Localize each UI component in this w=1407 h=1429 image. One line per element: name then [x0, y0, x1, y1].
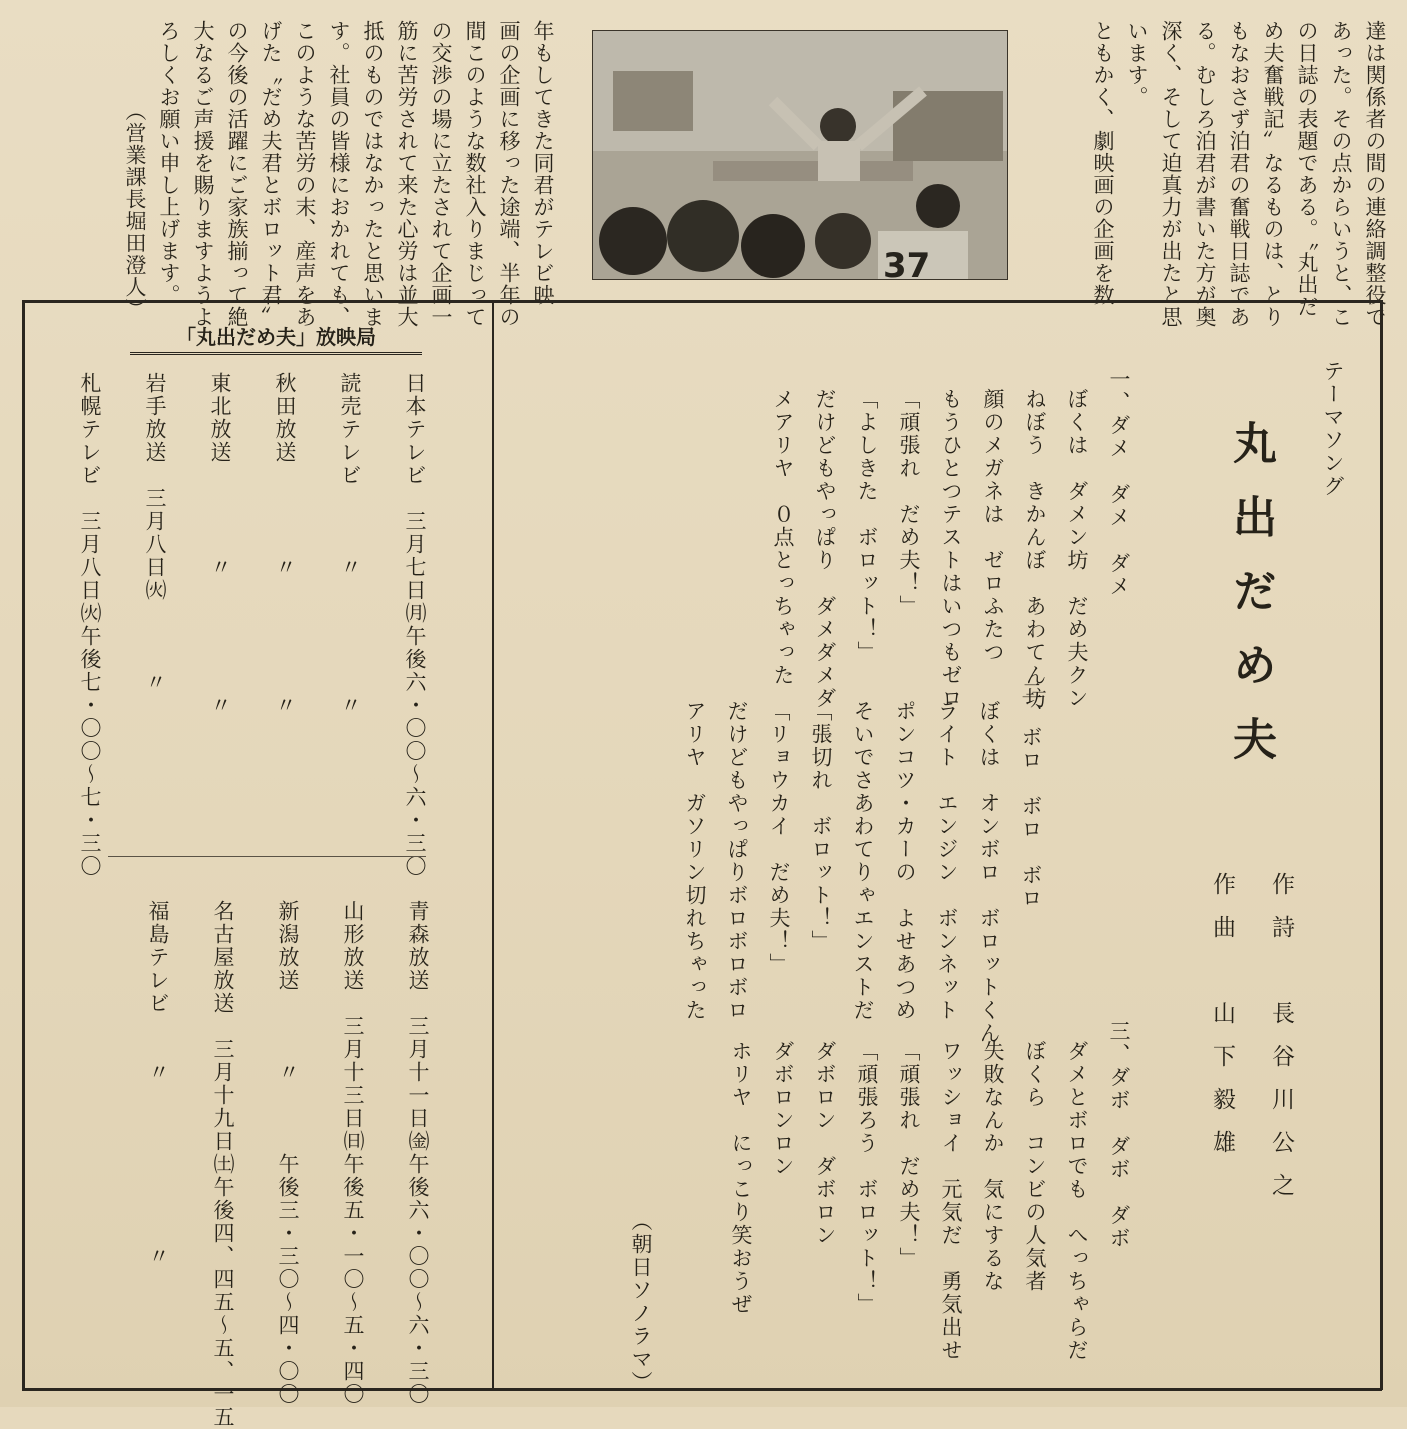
lyric-line: ねぼう きかんぼ あわてん坊 — [1023, 388, 1047, 710]
lyric-line: ポンコツ・カーの よせあつめ — [893, 700, 917, 1022]
article-left-line: 抵のものではなかったと思いま — [361, 20, 385, 328]
composer-credit: 作曲 山下毅雄 — [1209, 872, 1235, 1173]
lyric-line: ワッショイ 元気だ 勇気出せ — [939, 1040, 963, 1362]
schedule-separator — [108, 856, 426, 857]
box-top-border — [22, 300, 1382, 303]
article-right-line: います。 — [1125, 20, 1149, 108]
schedule-row: 岩手放送 三月八日㈫ 〃 — [143, 372, 167, 694]
schedule-row: 山形放送 三月十三日㈰午後五・一〇〜五・四〇 — [341, 900, 365, 1406]
article-left-line: 筋に苦労されて来た心労は並大 — [395, 20, 419, 328]
box-right-border — [1380, 300, 1383, 1390]
lyric-line: ぼくは オンボロ ボロットくん — [977, 700, 1001, 1045]
verse-2 — [652, 680, 1052, 1045]
publisher-credit: （朝日ソノラマ） — [629, 1210, 653, 1394]
lyricist-credit: 作詩 長谷川公之 — [1268, 872, 1294, 1216]
article-right — [1032, 20, 1392, 328]
box-center-divider — [492, 300, 494, 1390]
schedule-lower — [130, 900, 450, 1429]
article-right-line: の日誌の表題である。〝丸出だ — [1295, 20, 1319, 318]
lyric-line: ダメとボロでも へっちゃらだ — [1065, 1040, 1089, 1362]
lyric-line: ぼくは ダメン坊 だめ夫クン — [1065, 388, 1089, 710]
article-right-line: る。むしろ泊君が書いた方が奥 — [1193, 20, 1217, 328]
article-right-line: あった。その点からいうと、こ — [1329, 20, 1353, 328]
article-left-line: 画の企画に移った途端、半年の — [497, 20, 521, 328]
article-left-line: の今後の活躍にご家族揃って絶 — [225, 20, 249, 328]
schedule-row: 秋田放送 〃 〃 — [273, 372, 297, 717]
schedule-row: 名古屋放送 三月十九日㈯午後四、四五〜五、一五 — [211, 900, 235, 1429]
article-left-line: このような苦労の末、産声をあ — [293, 20, 317, 328]
song-title: 丸出だめ夫 — [1225, 420, 1276, 790]
article-left-line: ろしくお願い申し上げます。 — [157, 20, 181, 306]
article-left — [80, 20, 560, 328]
lyric-line: 「頑張れ だめ夫！」 — [897, 1040, 921, 1270]
lyric-line: 「よしきた ボロット！」 — [855, 388, 879, 664]
schedule-upper — [72, 372, 447, 878]
svg-text:37: 37 — [883, 246, 931, 279]
article-right-line: ともかく、劇映画の企画を数 — [1091, 20, 1115, 306]
schedule-row: 日本テレビ 三月七日㈪午後六・〇〇〜六・三〇 — [403, 372, 427, 878]
article-left-line: （営業課長堀田澄人） — [123, 100, 147, 320]
lyric-line: 失敗なんか 気にするな — [981, 1040, 1005, 1293]
verse-1-header: 一、ダメ ダメ ダメ — [1107, 368, 1131, 598]
article-left-line: の交渉の場に立たされて企画一 — [429, 20, 453, 328]
lyric-line: 「頑張れ だめ夫！」 — [897, 388, 921, 618]
article-right-line: 深く、そして迫真力が出たと思 — [1159, 20, 1183, 328]
baseball-team-photo — [592, 30, 1008, 280]
lyric-line: ぼくら コンビの人気者 — [1023, 1040, 1047, 1293]
lyric-line: メアリヤ ０点とっちゃった — [771, 388, 795, 687]
lyric-line: 「リョウカイ だめ夫！」 — [767, 700, 791, 976]
schedule-row: 読売テレビ 〃 〃 — [338, 372, 362, 717]
schedule-row: 東北放送 〃 〃 — [208, 372, 232, 717]
schedule-row: 青森放送 三月十一日㈮午後六・〇〇〜六・三〇 — [406, 900, 430, 1406]
article-left-line: 間このような数社入りまじって — [463, 20, 487, 328]
lyric-line: アリヤ ガソリン切れちゃった — [683, 700, 707, 1022]
lyric-line: ダボロンロン — [771, 1040, 795, 1178]
verse-1 — [760, 368, 1140, 710]
box-left-border — [22, 300, 25, 1390]
article-right-line: 達は関係者の間の連絡調整役で — [1363, 20, 1387, 328]
lyric-line: だけどもやっぱりボロボロボロ — [725, 700, 749, 1022]
photo-image — [593, 31, 1007, 279]
schedule-row: 福島テレビ 〃 〃 — [146, 900, 170, 1268]
lyric-line: ダボロン ダボロン — [813, 1040, 837, 1247]
schedule-heading: 「丸出だめ夫」放映局 — [130, 322, 422, 355]
verse-3-header: 三、ダボ ダボ ダボ — [1107, 1020, 1131, 1250]
article-left-line: 年もしてきた同君がテレビ映 — [531, 20, 555, 306]
article-right-line: もなおさず泊君の奮戦日誌であ — [1227, 20, 1251, 328]
article-left-line: げた〝だめ夫君とボロット君〟 — [259, 20, 283, 328]
verse-2-header: 二、ボロ ボロ ボロ — [1019, 680, 1043, 910]
lyric-line: 「張切れ ボロット！」 — [809, 700, 833, 953]
theme-song-label: テーマソング — [1321, 360, 1345, 498]
lyric-line: ライト エンジン ボンネット — [935, 700, 959, 1022]
verse-3 — [620, 1020, 1140, 1360]
schedule-row: 札幌テレビ 三月八日㈫午後七・〇〇〜七・三〇 — [78, 372, 102, 878]
lyric-line: もうひとつテストはいつもゼロ — [939, 388, 963, 710]
lyric-line: だけどもやっぱり ダメダメダ — [813, 388, 837, 710]
lyric-line: そいでさあわてりゃエンストだ — [851, 700, 875, 1022]
article-left-line: す。社員の皆様におかれても、 — [327, 20, 351, 328]
lyric-line: ホリヤ にっこり笑おうぜ — [729, 1040, 753, 1316]
lyric-line: 「頑張ろう ボロット！」 — [855, 1040, 879, 1316]
lyric-line: 顔のメガネは ゼロふたつ — [981, 388, 1005, 664]
schedule-row: 新潟放送 〃 午後三・三〇〜四・〇〇 — [276, 900, 300, 1406]
article-right-line: め夫奮戦記〟なるものは、とり — [1261, 20, 1285, 328]
article-left-line: 大なるご声援を賜りますようよ — [191, 20, 215, 328]
